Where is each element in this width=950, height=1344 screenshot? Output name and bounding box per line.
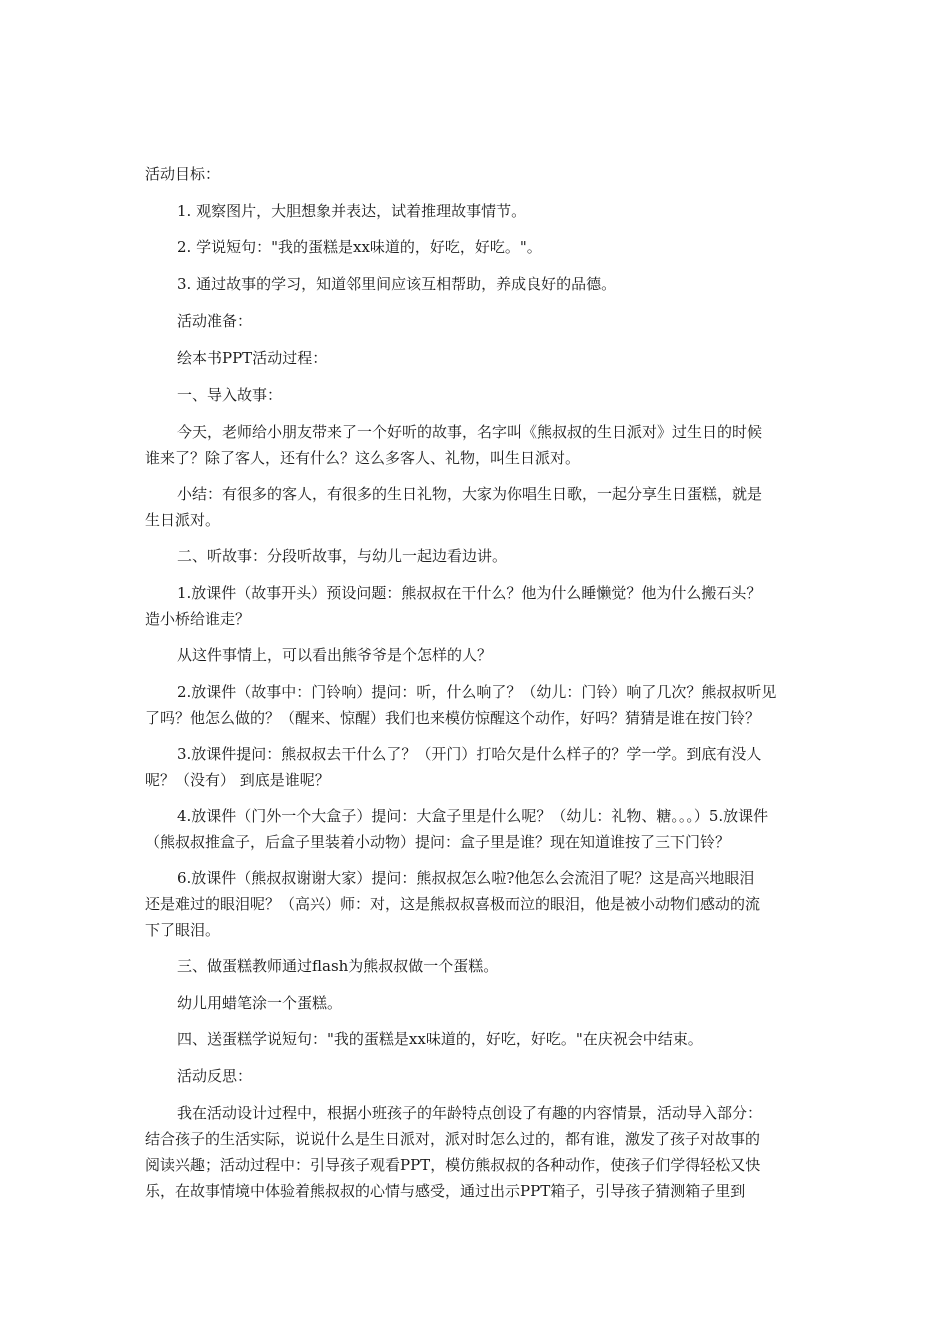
- goal-item-1: 1. 观察图片，大胆想象并表达，试着推理故事情节。: [177, 202, 527, 220]
- step-6-paragraph: [145, 865, 823, 943]
- text-line: 造小桥给谁走？: [145, 610, 251, 628]
- text-line: 4.放课件（门外一个大盒子）提问：大盒子里是什么呢？（幼儿：礼物、糖。。。）5.放课件: [177, 807, 769, 825]
- text-line: 1.放课件（故事开头）预设问题：熊叔叔在干什么？他为什么睡懒觉？他为什么搬石头？: [177, 584, 762, 602]
- text-line: 结合孩子的生活实际，说说什么是生日派对，派对时怎么过的，都有谁，激发了孩子对故事的: [145, 1130, 761, 1148]
- text-line: 3.放课件提问：熊叔叔去干什么了？（开门）打哈欠是什么样子的？学一学。到底有没人: [177, 745, 762, 763]
- text-line: 2.放课件（故事中：门铃响）提问：听，什么响了？（幼儿：门铃）响了几次？熊叔叔听见: [177, 683, 777, 701]
- text-line: 6.放课件（熊叔叔谢谢大家）提问：熊叔叔怎么啦?他怎么会流泪了呢？这是高兴地眼泪: [177, 869, 755, 887]
- text-line: 小结：有很多的客人，有很多的生日礼物，大家为你唱生日歌，一起分享生日蛋糕，就是: [177, 485, 763, 503]
- text-line: 阅读兴趣；活动过程中：引导孩子观看PPT，模仿熊叔叔的各种动作，使孩子们学得轻松又快: [145, 1156, 761, 1174]
- text-line: 我在活动设计过程中，根据小班孩子的年龄特点创设了有趣的内容情景，活动导入部分：: [177, 1104, 763, 1122]
- step-3-paragraph: [145, 741, 823, 793]
- bear-question-paragraph: 从这件事情上，可以看出熊爷爷是个怎样的人？: [177, 646, 493, 664]
- reflection-paragraph: [145, 1100, 823, 1204]
- text-line: 谁来了？除了客人，还有什么？这么多客人、礼物，叫生日派对。: [145, 449, 581, 467]
- section-4-heading: 四、送蛋糕学说短句："我的蛋糕是xx味道的，好吃，好吃。"在庆祝会中结束。: [177, 1030, 703, 1048]
- text-line: 还是难过的眼泪呢？（高兴）师：对，这是熊叔叔喜极而泣的眼泪，他是被小动物们感动的流: [145, 895, 761, 913]
- text-line: 呢？（没有） 到底是谁呢？: [145, 771, 330, 789]
- text-line: 了吗？他怎么做的？（醒来、惊醒）我们也来模仿惊醒这个动作，好吗？猜猜是谁在按门铃？: [145, 709, 761, 727]
- goal-item-2: 2. 学说短句："我的蛋糕是xx味道的，好吃，好吃。"。: [177, 238, 542, 256]
- heading-activity-reflection: 活动反思：: [177, 1067, 253, 1085]
- goal-item-3: 3. 通过故事的学习，知道邻里间应该互相帮助，养成良好的品德。: [177, 275, 617, 293]
- step-4-5-paragraph: [145, 803, 823, 855]
- text-line: （熊叔叔推盒子，后盒子里装着小动物）提问：盒子里是谁？现在知道谁按了三下门铃？: [145, 833, 731, 851]
- section-1-heading: 一、导入故事：: [177, 386, 283, 404]
- section-2-heading: 二、听故事：分段听故事，与幼儿一起边看边讲。: [177, 547, 508, 565]
- intro-story-paragraph: [145, 419, 823, 471]
- text-line: 乐，在故事情境中体验着熊叔叔的心情与感受，通过出示PPT箱子，引导孩子猜测箱子里到: [145, 1182, 746, 1200]
- preparation-text: 绘本书PPT活动过程：: [177, 349, 328, 367]
- text-line: 生日派对。: [145, 511, 221, 529]
- text-line: 下了眼泪。: [145, 921, 221, 939]
- heading-activity-goals: 活动目标：: [145, 165, 221, 183]
- step-1-paragraph: [145, 580, 823, 632]
- summary-paragraph: [145, 481, 823, 533]
- step-2-paragraph: [145, 679, 823, 731]
- heading-activity-preparation: 活动准备：: [177, 312, 253, 330]
- text-line: 今天，老师给小朋友带来了一个好听的故事，名字叫《熊叔叔的生日派对》过生日的时候: [177, 423, 763, 441]
- section-3-heading: 三、做蛋糕教师通过flash为熊叔叔做一个蛋糕。: [177, 957, 499, 975]
- crayon-paragraph: 幼儿用蜡笔涂一个蛋糕。: [177, 994, 343, 1012]
